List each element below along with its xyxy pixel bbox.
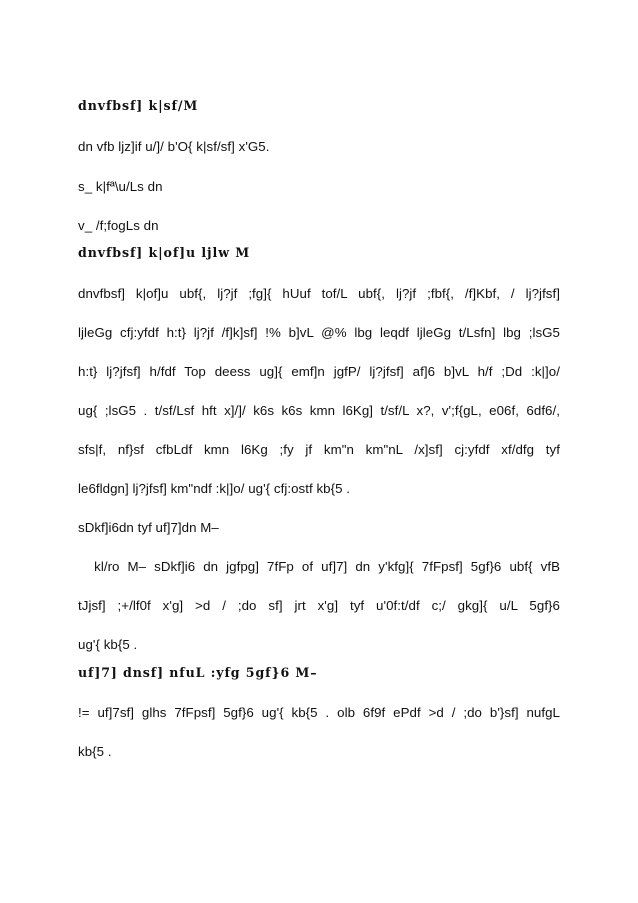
list-item-a: s_ k|fª\u/Ls dn xyxy=(78,179,163,194)
paragraph-line: kl/ro M– sDkf]i6 dn jgfpg] 7fFp of uf]7] dn y'kfg]{ 7fFpsf] 5gf}6 ubf{ vfB xyxy=(78,559,560,574)
paragraph-line: sfs|f, nf}sf cfbLdf kmn l6Kg ;fy jf km"n km"nL /x]sf] cj:yfdf xf/dfg tyf xyxy=(78,442,560,457)
paragraph-line: dnvfbsf] k|of]u ubf{, lj?jf ;fg]{ hUuf tof/L ubf{, lj?jf ;fbf{, /f]Kbf, / lj?jfsf] xyxy=(78,286,560,301)
section-heading-types: dnvfbsf] k|sf/M xyxy=(78,98,199,113)
compost-subheading: sDkf]i6dn tyf uf]7]dn M– xyxy=(78,520,219,535)
paragraph-line: ljleGg cfj:yfdf h:t} lj?jf /f]k]sf] !% b]vL @% lbg leqdf ljleGg t/Lsfn] lbg ;lsG5 xyxy=(78,325,560,340)
paragraph-line: tJjsf] ;+/lf0f x'g] >d / ;do sf] jrt x'g] tyf u'0f:t/df c;/ gkg]{ u/L 5gf}6 xyxy=(78,598,560,613)
list-item-b: v_ /f;fogLs dn xyxy=(78,218,159,233)
section-heading-site-selection: uf]7] dnsf] nfuL :yfg 5gf}6 M– xyxy=(78,665,318,680)
paragraph-line: != uf]7sf] glhs 7fFpsf] 5gf}6 ug'{ kb{5 . olb 6f9f ePdf >d / ;do b'}sf] nufgL xyxy=(78,705,560,720)
intro-text: dn vfb ljz]if u/]/ b'O{ k|sf/sf] x'G5. xyxy=(78,139,270,154)
paragraph-line: ug{ ;lsG5 . t/sf/Lsf hft x]/]/ k6s k6s kmn l6Kg] t/sf/L x?, v';f{gL, e06f, 6df6/, xyxy=(78,403,560,418)
paragraph-line: h:t} lj?jfsf] h/fdf Top deess ug]{ emf]n jgfP/ lj?jfsf] af]6 b]vL h/f ;Dd :k|]o/ xyxy=(78,364,560,379)
paragraph-line: ug'{ kb{5 . xyxy=(78,637,138,652)
paragraph-line: kb{5 . xyxy=(78,744,112,759)
paragraph-line: le6fldgn] lj?jfsf] km"ndf :k|]o/ ug'{ cfj:ostf kb{5 . xyxy=(78,481,351,496)
section-heading-method: dnvfbsf] k|of]u ljlw M xyxy=(78,245,251,260)
